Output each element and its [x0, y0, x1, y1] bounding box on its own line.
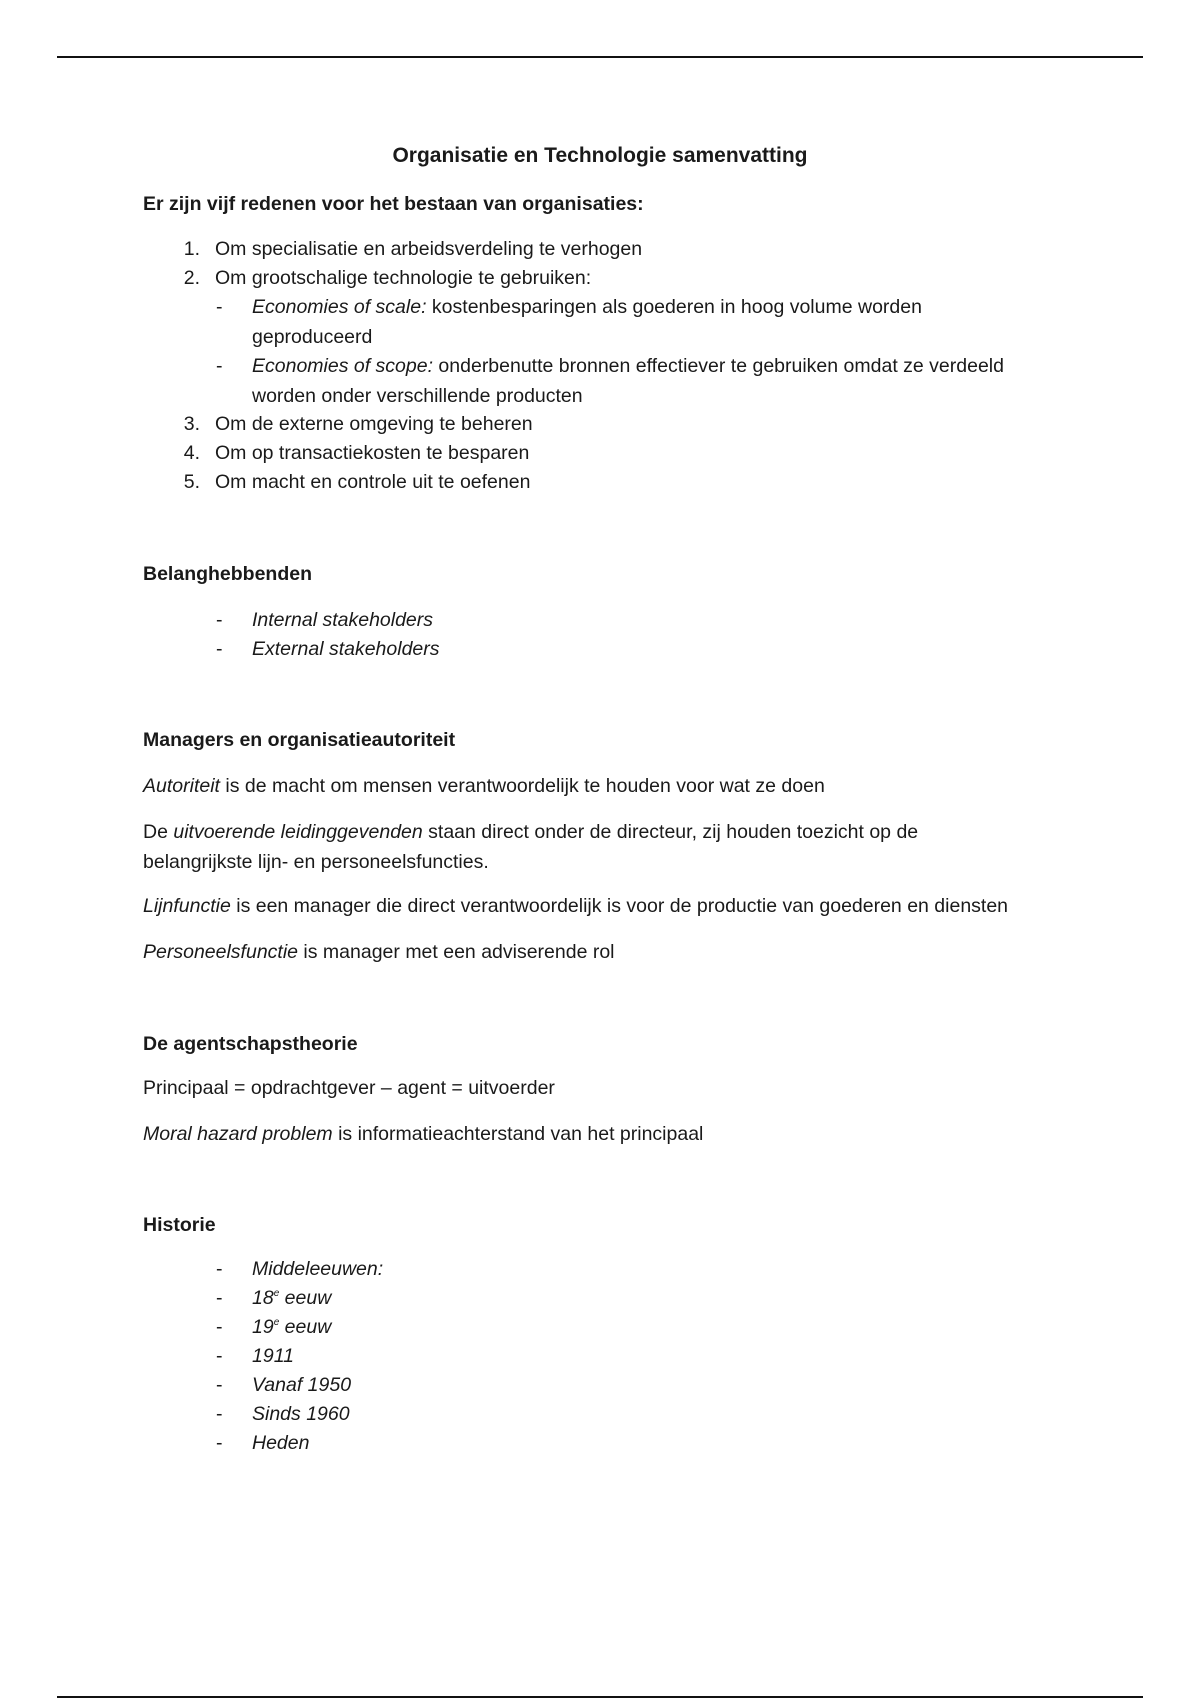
list-item: Sinds 1960	[252, 1403, 350, 1425]
document-title: Organisatie en Technologie samenvatting	[392, 144, 808, 167]
list-item: 18e eeuw	[252, 1287, 332, 1309]
paragraph: Principaal = opdrachtgever – agent = uitvoerder	[143, 1077, 555, 1099]
sub-bullet: -	[216, 296, 223, 318]
list-number: 1.	[183, 238, 200, 260]
bullet: -	[216, 1403, 223, 1425]
paragraph: Autoriteit is de macht om mensen verantwoordelijk te houden voor wat ze doen	[143, 775, 825, 797]
stakeholders-heading: Belanghebbenden	[143, 563, 313, 585]
list-number: 2.	[183, 267, 200, 289]
paragraph-continuation: belangrijkste lijn- en personeelsfuncties.	[143, 851, 489, 873]
term: Economies of scope:	[252, 355, 434, 377]
paragraph: Moral hazard problem is informatieachterstand van het principaal	[143, 1123, 704, 1145]
list-number: 5.	[183, 471, 200, 493]
managers-heading: Managers en organisatieautoriteit	[143, 729, 456, 751]
bullet: -	[216, 609, 223, 631]
bullet: -	[216, 638, 223, 660]
bullet: -	[216, 1432, 223, 1454]
paragraph: Personeelsfunctie is manager met een adviserende rol	[143, 941, 615, 963]
sub-list-item-continuation: geproduceerd	[252, 326, 373, 348]
list-number: 3.	[183, 413, 200, 435]
list-item: 1911	[252, 1345, 294, 1367]
list-item: External stakeholders	[252, 638, 440, 660]
list-item: Om de externe omgeving te beheren	[215, 413, 533, 435]
paragraph: Lijnfunctie is een manager die direct verantwoordelijk is voor de productie van goederen en diensten	[143, 895, 1009, 917]
agency-heading: De agentschapstheorie	[143, 1033, 358, 1055]
history-heading: Historie	[143, 1214, 216, 1236]
list-item: Middeleeuwen:	[252, 1258, 384, 1280]
header-rule	[57, 56, 1143, 58]
list-item: Internal stakeholders	[252, 609, 434, 631]
list-number: 4.	[183, 442, 200, 464]
list-item: Heden	[252, 1432, 310, 1454]
bullet: -	[216, 1345, 223, 1367]
list-item: 19e eeuw	[252, 1316, 332, 1338]
sub-list-item: Economies of scale: kostenbesparingen als goederen in hoog volume worden	[252, 296, 922, 318]
sub-list-item: Economies of scope: onderbenutte bronnen effectiever te gebruiken omdat ze verdeeld	[252, 355, 1004, 377]
list-item: Vanaf 1950	[252, 1374, 352, 1396]
bullet: -	[216, 1374, 223, 1396]
sub-list-item-continuation: worden onder verschillende producten	[252, 385, 583, 407]
reasons-heading: Er zijn vijf redenen voor het bestaan van organisaties:	[143, 193, 644, 215]
list-item: Om specialisatie en arbeidsverdeling te verhogen	[215, 238, 643, 260]
bullet: -	[216, 1316, 223, 1338]
bullet: -	[216, 1258, 223, 1280]
term: Economies of scale:	[252, 296, 427, 318]
list-item: Om macht en controle uit te oefenen	[215, 471, 531, 493]
bullet: -	[216, 1287, 223, 1309]
list-item: Om grootschalige technologie te gebruiken:	[215, 267, 592, 289]
footer-rule	[57, 1696, 1143, 1698]
sub-bullet: -	[216, 355, 223, 377]
list-item: Om op transactiekosten te besparen	[215, 442, 530, 464]
paragraph: De uitvoerende leidinggevenden staan direct onder de directeur, zij houden toezicht op de	[143, 821, 919, 843]
